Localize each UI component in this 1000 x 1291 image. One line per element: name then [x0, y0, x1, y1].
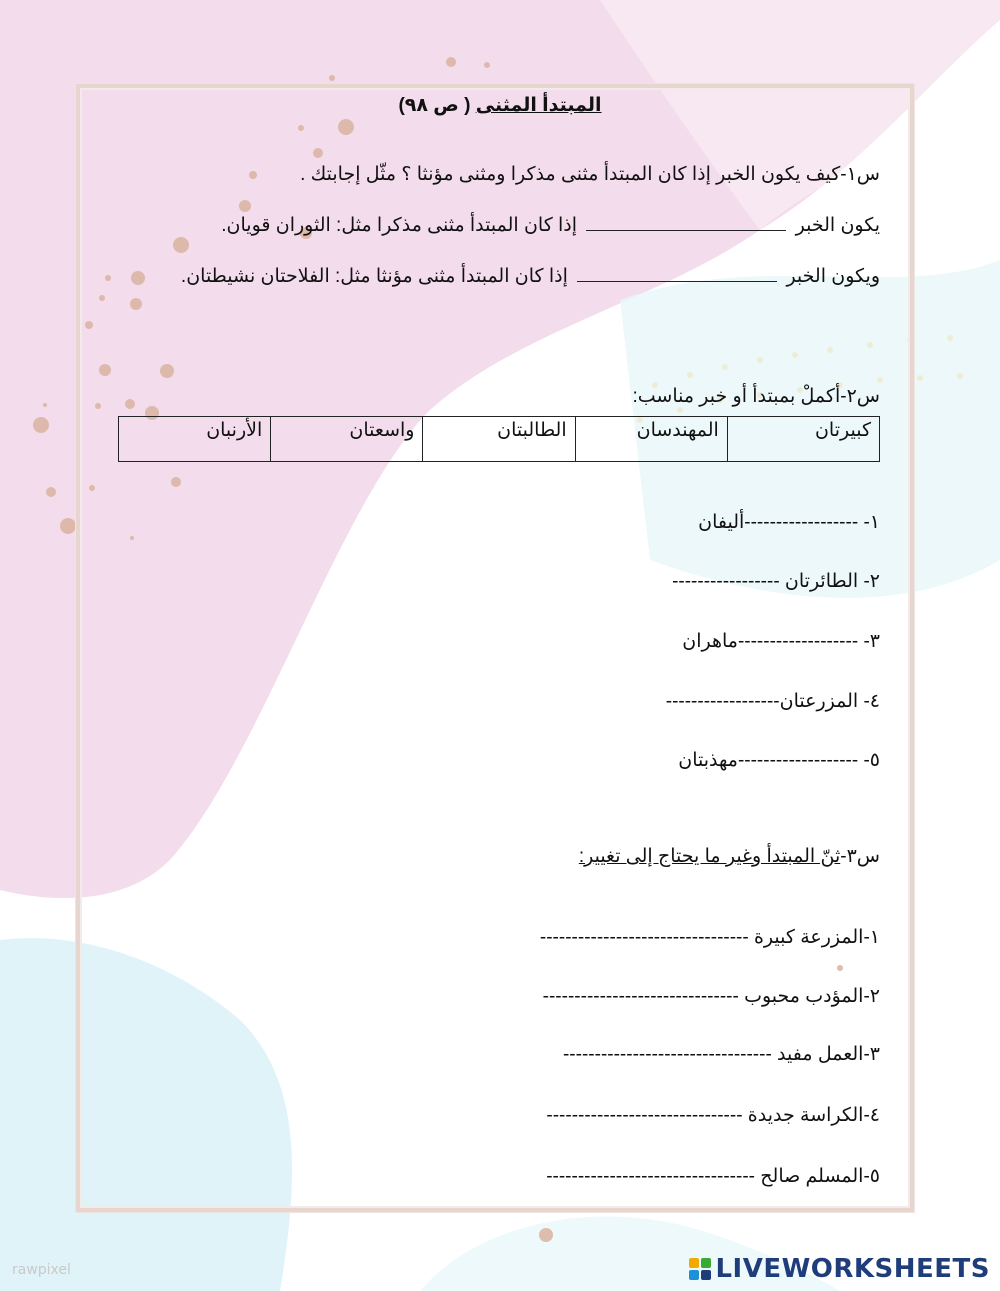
- page-title: [0, 94, 1000, 117]
- q1-question: س١-كيف يكون الخبر إذا كان المبتدأ مثنى مذكرا ومثنى مؤنثا ؟ مثّل إجابتك .: [300, 164, 880, 185]
- q3-item-1[interactable]: ١-المزرعة كبيرة ---------------------------------: [539, 927, 880, 948]
- liveworksheets-mark-icon: [689, 1258, 711, 1280]
- q2-item-2[interactable]: ٢- الطائرتان -----------------: [672, 571, 880, 592]
- word-bank-item: كبيرتان: [727, 417, 879, 462]
- q3-item-2[interactable]: ٢-المؤدب محبوب -------------------------------: [542, 986, 880, 1007]
- q2-item-4[interactable]: ٤- المزرعتان------------------: [665, 691, 880, 712]
- q2-question: س٢-أكملْ بمبتدأ أو خبر مناسب:: [632, 386, 880, 407]
- word-bank-item: الطالبتان: [423, 417, 575, 462]
- q1-line1-start: يكون الخبر: [795, 215, 880, 236]
- q1-line1: [221, 214, 880, 237]
- q1-line2: [181, 265, 880, 288]
- q3-item-4[interactable]: ٤-الكراسة جديدة -------------------------------: [546, 1105, 880, 1126]
- word-bank-item: المهندسان: [575, 417, 727, 462]
- q3-item-5[interactable]: ٥-المسلم صالح ---------------------------------: [546, 1166, 880, 1187]
- rawpixel-watermark: rawpixel: [12, 1262, 71, 1278]
- q3-question: ثنّ المبتدأ وغير ما يحتاج إلى تغيير:: [578, 846, 841, 867]
- q3-label: س٣-: [840, 846, 880, 867]
- word-bank-table: [118, 416, 880, 462]
- title-page-ref: ( ص ٩٨): [398, 95, 471, 116]
- q3-item-3[interactable]: ٣-العمل مفيد ---------------------------------: [562, 1044, 880, 1065]
- word-bank-item: الأرنبان: [119, 417, 271, 462]
- q1-line2-end: إذا كان المبتدأ مثنى مؤنثا مثل: الفلاحتان نشيطتان.: [180, 266, 568, 287]
- q3-heading: [579, 845, 880, 868]
- q2-item-1[interactable]: ١- ------------------أليفان: [698, 512, 880, 533]
- q2-item-5[interactable]: ٥- -------------------مهذبتان: [678, 750, 880, 771]
- q1-answer-blank-2[interactable]: [577, 267, 777, 282]
- q1-line1-end: إذا كان المبتدأ مثنى مذكرا مثل: الثوران قويان.: [221, 215, 578, 236]
- q1-answer-blank-1[interactable]: [586, 216, 786, 231]
- word-bank-item: واسعتان: [271, 417, 423, 462]
- q2-item-3[interactable]: ٣- -------------------ماهران: [682, 631, 880, 652]
- liveworksheets-logo[interactable]: [689, 1252, 990, 1286]
- brand-name: LIVEWORKSHEETS: [715, 1254, 990, 1284]
- q1-line2-start: ويكون الخبر: [786, 266, 880, 287]
- title-main: المبتدأ المثنى: [475, 95, 602, 116]
